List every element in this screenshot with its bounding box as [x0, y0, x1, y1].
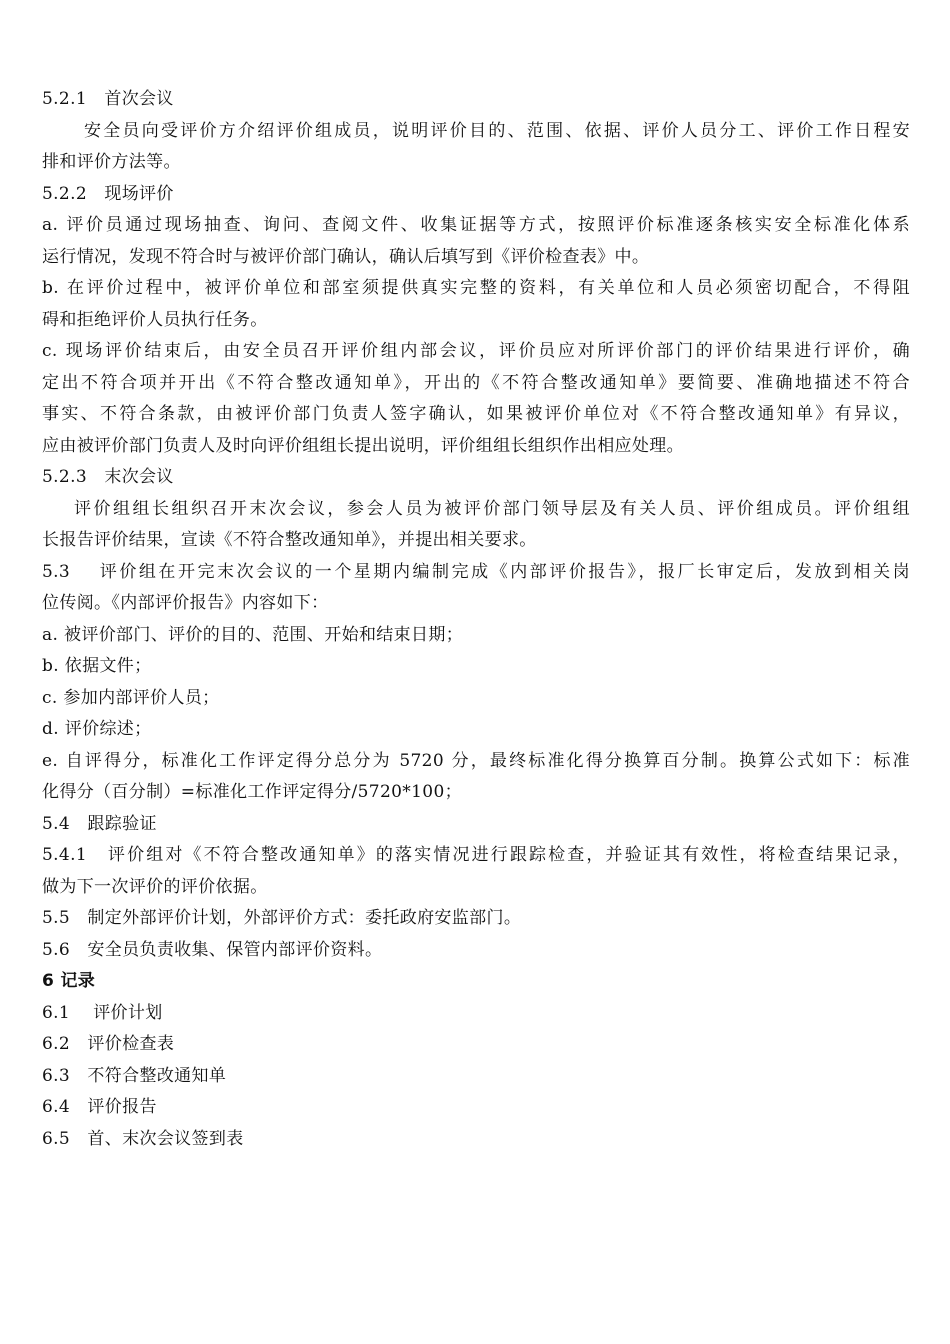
- paragraph-line: 长报告评价结果，宣读《不符合整改通知单》，并提出相关要求。: [42, 530, 537, 550]
- list-item: 6.2 评价检查表: [42, 1034, 175, 1054]
- paragraph-line: 定出不符合项并开出《不符合整改通知单》，开出的《不符合整改通知单》要简要、准确地描述不符合: [42, 372, 910, 393]
- paragraph-line: 5.5 制定外部评价计划，外部评价方式：委托政府安监部门。: [42, 908, 522, 928]
- list-item: b. 依据文件；: [42, 656, 152, 676]
- paragraph-line: a. 评价员通过现场抽查、询问、查阅文件、收集证据等方式，按照评价标准逐条核实安全标准化体系: [42, 215, 910, 235]
- paragraph-line: 5.3 评价组在开完末次会议的一个星期内编制完成《内部评价报告》，报厂长审定后，发放到相关岗: [42, 561, 910, 582]
- list-item: a. 被评价部门、评价的目的、范围、开始和结束日期；: [42, 624, 464, 645]
- paragraph-line: 应由被评价部门负责人及时向评价组组长提出说明，评价组组长组织作出相应处理。: [42, 435, 684, 456]
- paragraph-line: 碍和拒绝评价人员执行任务。: [42, 309, 268, 330]
- paragraph-line: 5.4.1 评价组对《不符合整改通知单》的落实情况进行跟踪检查，并验证其有效性，将检查结果记录，: [42, 845, 910, 865]
- paragraph-line: 运行情况，发现不符合时与被评价部门确认，确认后填写到《评价检查表》中。: [42, 246, 650, 267]
- section-heading-5-2-2: 5.2.2 现场评价: [42, 183, 174, 204]
- section-heading-6: 6 记录: [42, 971, 96, 991]
- paragraph-line: 排和评价方法等。: [42, 152, 181, 172]
- paragraph-line: 化得分（百分制）=标准化工作评定得分/5720*100；: [42, 782, 462, 802]
- document-page: [42, 84, 910, 1155]
- list-item: c. 参加内部评价人员；: [42, 687, 220, 708]
- paragraph-line: 评价组组长组织召开末次会议，参会人员为被评价部门领导层及有关人员、评价组成员。评价组组: [74, 498, 910, 519]
- list-item: 6.5 首、末次会议签到表: [42, 1128, 244, 1149]
- paragraph-line: b. 在评价过程中，被评价单位和部室须提供真实完整的资料，有关单位和人员必须密切配合，不得阻: [42, 278, 910, 298]
- paragraph-line: 事实、不符合条款，由被评价部门负责人签字确认，如果被评价单位对《不符合整改通知单》有异议，: [42, 404, 910, 424]
- section-heading-5-2-3: 5.2.3 末次会议: [42, 467, 174, 487]
- paragraph-line: 安全员向受评价方介绍评价组成员，说明评价目的、范围、依据、评价人员分工、评价工作日程安: [84, 120, 910, 141]
- paragraph-line: 位传阅。《内部评价报告》内容如下：: [42, 593, 329, 613]
- list-item: d. 评价综述；: [42, 719, 152, 739]
- list-item: 6.1 评价计划: [42, 1002, 163, 1023]
- list-item: 6.4 评价报告: [42, 1097, 157, 1117]
- section-heading-5-2-1: 5.2.1 首次会议: [42, 89, 174, 109]
- paragraph-line: 做为下一次评价的评价依据。: [42, 876, 268, 897]
- list-item: 6.3 不符合整改通知单: [42, 1065, 227, 1086]
- section-heading-5-4: 5.4 跟踪验证: [42, 813, 157, 834]
- paragraph-line: 5.6 安全员负责收集、保管内部评价资料。: [42, 939, 383, 960]
- paragraph-line: c. 现场评价结束后，由安全员召开评价组内部会议，评价员应对所评价部门的评价结果进行评价，确: [42, 341, 910, 361]
- list-item: e. 自评得分，标准化工作评定得分总分为 5720 分，最终标准化得分换算百分制。换算公式如下：标准: [42, 750, 910, 771]
